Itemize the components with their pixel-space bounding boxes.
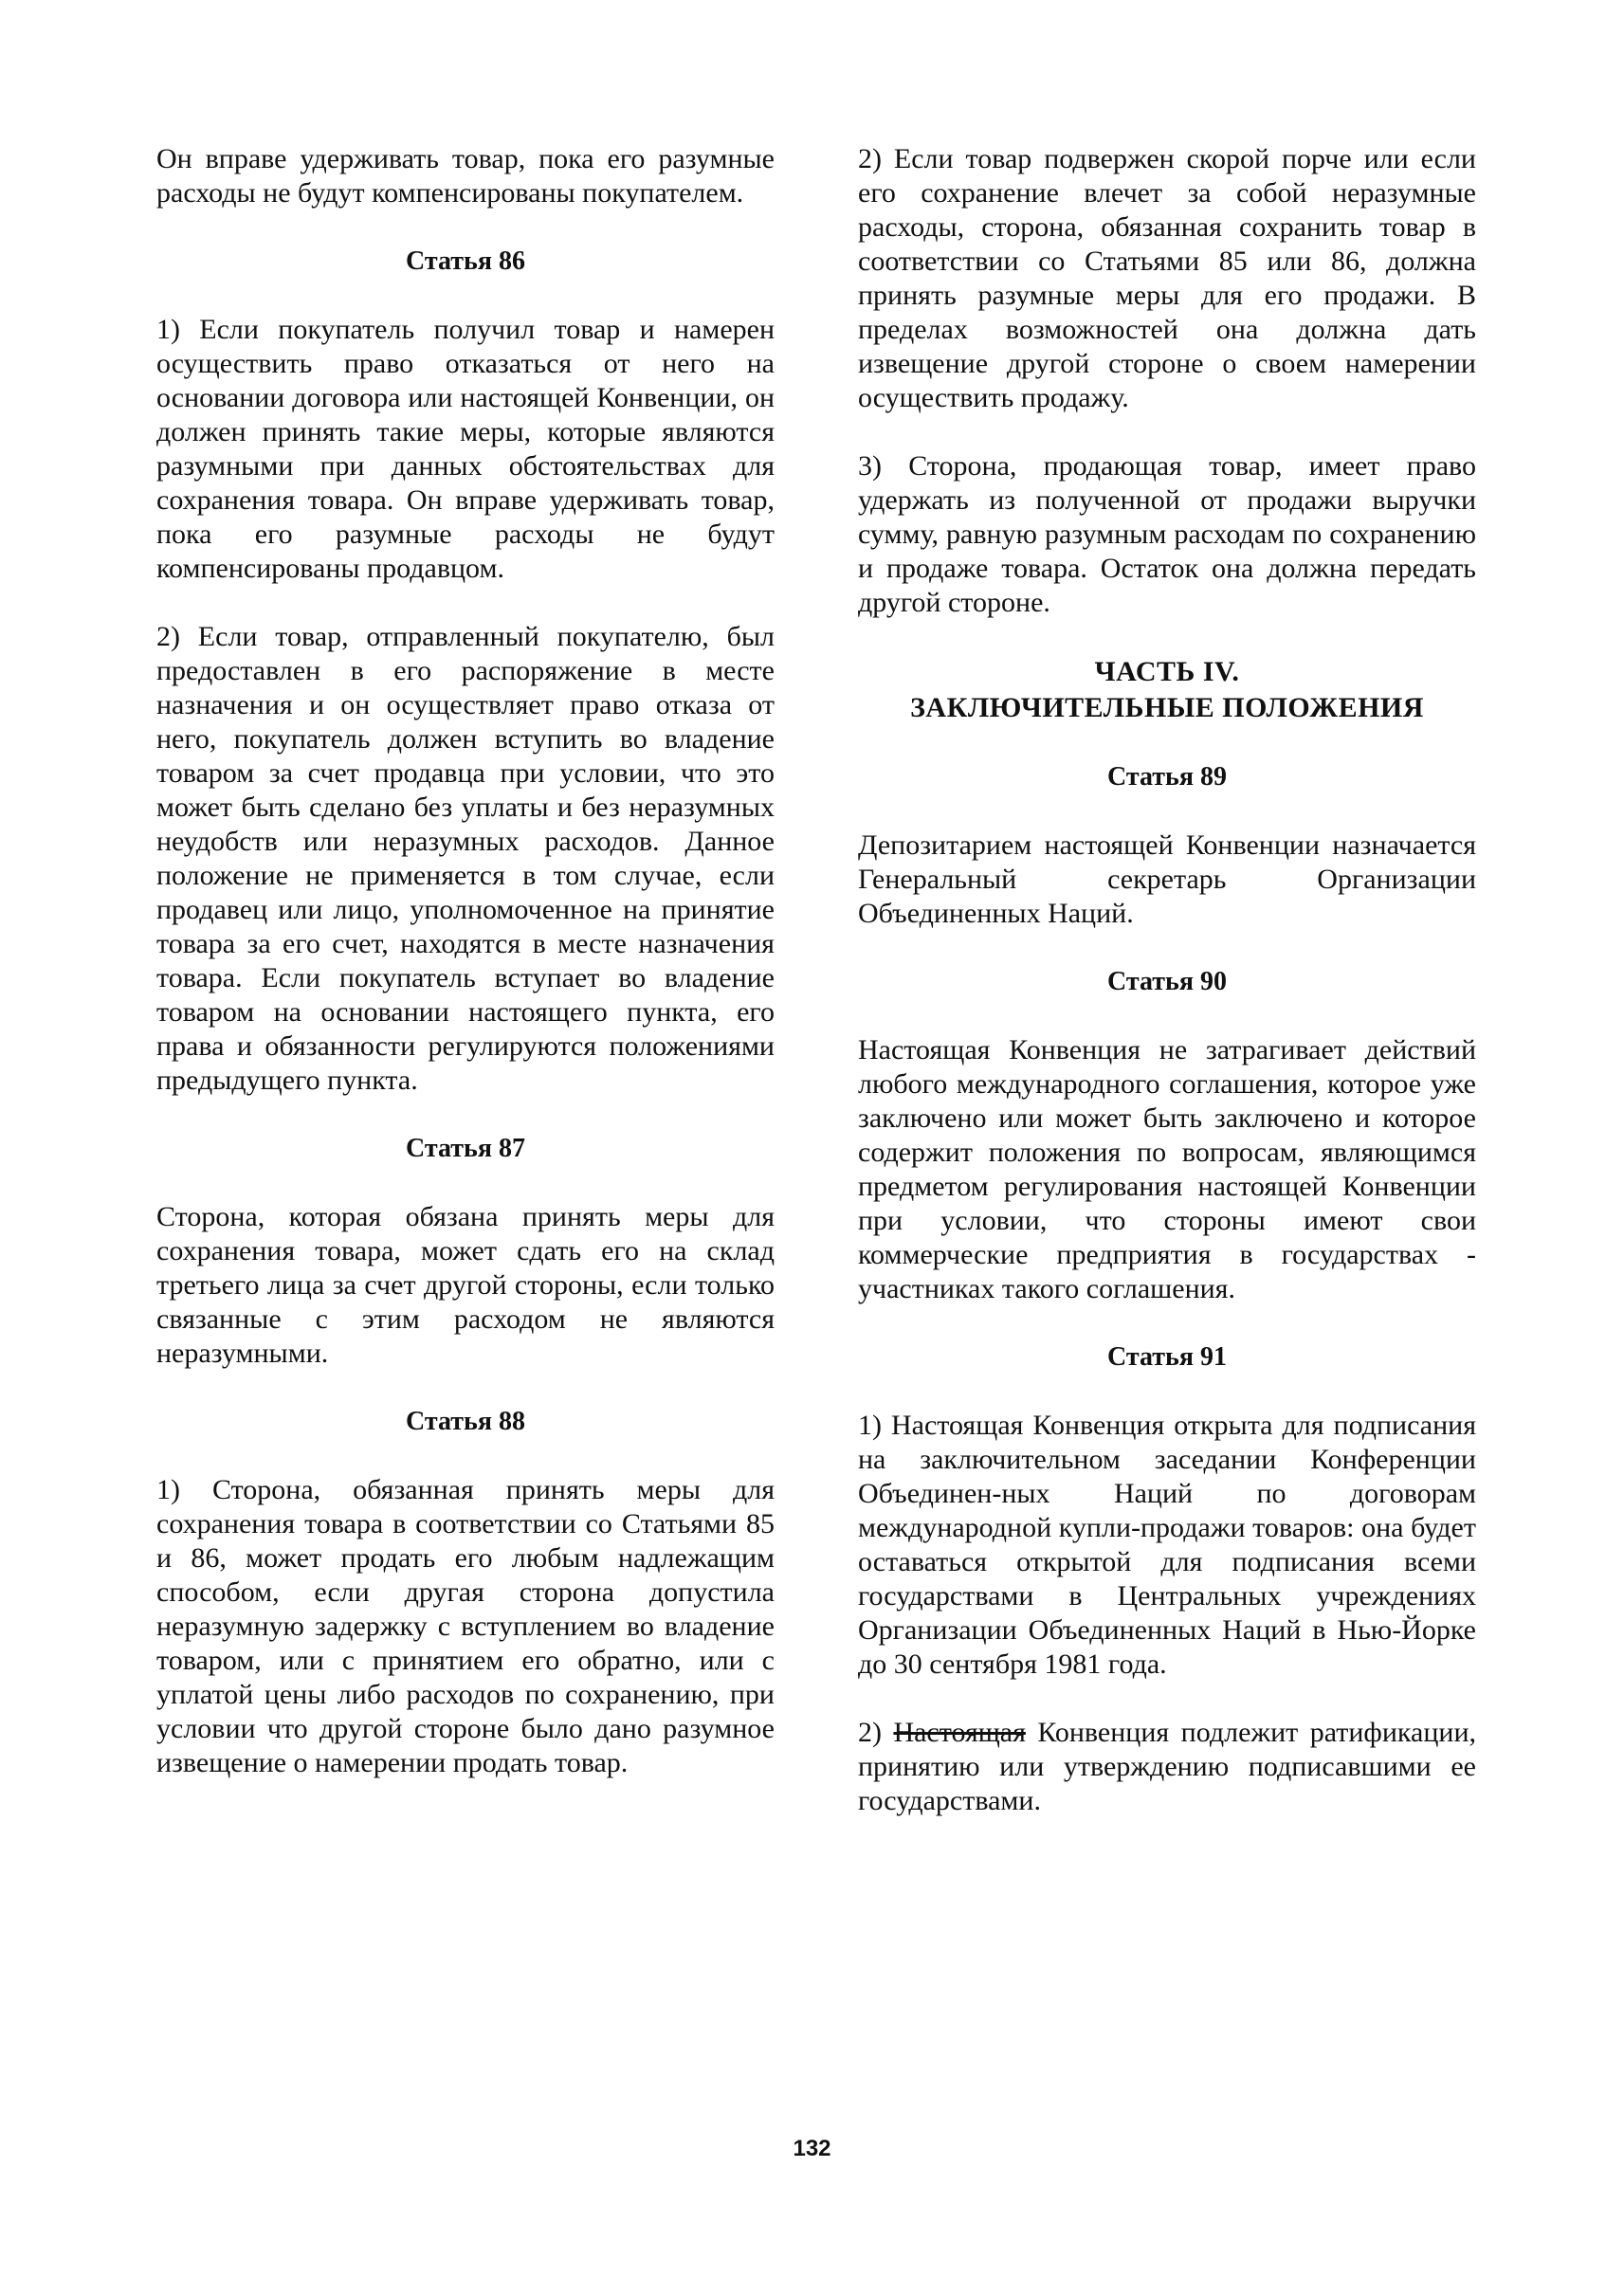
intro-paragraph: Он вправе удерживать товар, пока его разумные расходы не будут компенсированы покупателем. (156, 143, 775, 209)
article-91-paragraph-2-text: Конвенция подлежит ратификации, принятию или утверждению подписавшими ее государствами. (858, 1717, 1477, 1816)
part-heading (858, 654, 1476, 726)
article-91-title: Статья 91 (1107, 1342, 1227, 1372)
article-88-title: Статья 88 (406, 1407, 525, 1436)
page-number: 132 (793, 2136, 831, 2161)
article-86-paragraph-1: 1) Если покупатель получил товар и намерен осуществить право отказаться от него на основании договора или настоящей Конвенции, он должен принять такие меры, которые являются разумными при данных обстоятельствах для сохранения товара. Он вправе удерживать товар, пока его разумные расходы не будут компенсированы продавцом. (156, 314, 775, 584)
article-88-paragraph-3: 3) Сторона, продающая товар, имеет право удержать из полученной от продажи выручки сумму, равную разумным расходам по сохранению и продаже товара. Остаток она должна передать другой стороне. (858, 450, 1476, 618)
article-91-paragraph-2 (858, 1716, 1476, 1818)
article-87-title: Статья 87 (406, 1134, 525, 1163)
article-89-title: Статья 89 (1107, 762, 1227, 792)
article-91-paragraph-2-number: 2) (858, 1717, 882, 1748)
article-86-title: Статья 86 (406, 246, 525, 276)
article-86-paragraph-2: 2) Если товар, отправленный покупателю, был предоставлен в его распоряжение в месте назначения и он осуществляет право отказа от него, покупатель должен вступить во владение товаром за счет продавца при условии, что это может быть сделано без уплаты и без неразумных неудобств или неразумных расходов. Данное положение не применяется в том случае, если продавец или лицо, уполномоченное на принятие товара за его счет, находятся в месте назначения товара. Если покупатель вступает во владение товаром на основании настоящего пункта, его права и обязанности регулируются положениями предыдущего пункта. (156, 621, 775, 1096)
article-88-paragraph-2: 2) Если товар подвержен скорой порче или если его сохранение влечет за собой неразумные расходы, сторона, обязанная сохранить товар в соответствии со Статьями 85 или 86, должна принять разумные меры для его продажи. В пределах возможностей она должна дать извещение другой стороне о своем намерении осуществить продажу. (858, 143, 1476, 413)
article-90-title: Статья 90 (1107, 967, 1227, 996)
article-91-paragraph-2-struck-word: Настоящая (893, 1717, 1026, 1748)
part-heading-number: ЧАСТЬ IV. (1094, 656, 1240, 687)
left-column (156, 142, 775, 1814)
article-91-paragraph-1: 1) Настоящая Конвенция открыта для подписания на заключительном заседании Конференции Объединен-ных Наций по договорам международной купли-продажи товаров: она будет оставаться открытой для подписания всеми государствами в Центральных учреждениях Организации Объединенных Наций в Нью-Йорке до 30 сентября 1981 года. (858, 1410, 1476, 1680)
article-89-paragraph-1: Депозитарием настоящей Конвенции назначается Генеральный секретарь Организации Объединенных Наций. (858, 829, 1476, 929)
article-88-paragraph-1: 1) Сторона, обязанная принять меры для сохранения товара в соответствии со Статьями 85 и 86, может продать его любым надлежащим способом, если другая сторона допустила неразумную задержку с вступлением во владение товаром, или с принятием его обратно, или с уплатой цены либо расходов по сохранению, при условии что другой стороне было дано разумное извещение о намерении продать товар. (156, 1474, 775, 1778)
article-87-paragraph-1: Сторона, которая обязана принять меры для сохранения товара, может сдать его на склад третьего лица за счет другой стороны, если только связанные с этим расходом не являются неразумными. (156, 1201, 775, 1369)
part-heading-title: ЗАКЛЮЧИТЕЛЬНЫЕ ПОЛОЖЕНИЯ (910, 692, 1424, 723)
right-column (858, 142, 1476, 1852)
article-90-paragraph-1: Настоящая Конвенция не затрагивает действий любого международного соглашения, которое уже заключено или может быть заключено и которое содержит положения по вопросам, являющимся предметом регулирования настоящей Конвенции при условии, что стороны имеют свои коммерческие предприятия в государствах - участниках такого соглашения. (858, 1034, 1476, 1304)
